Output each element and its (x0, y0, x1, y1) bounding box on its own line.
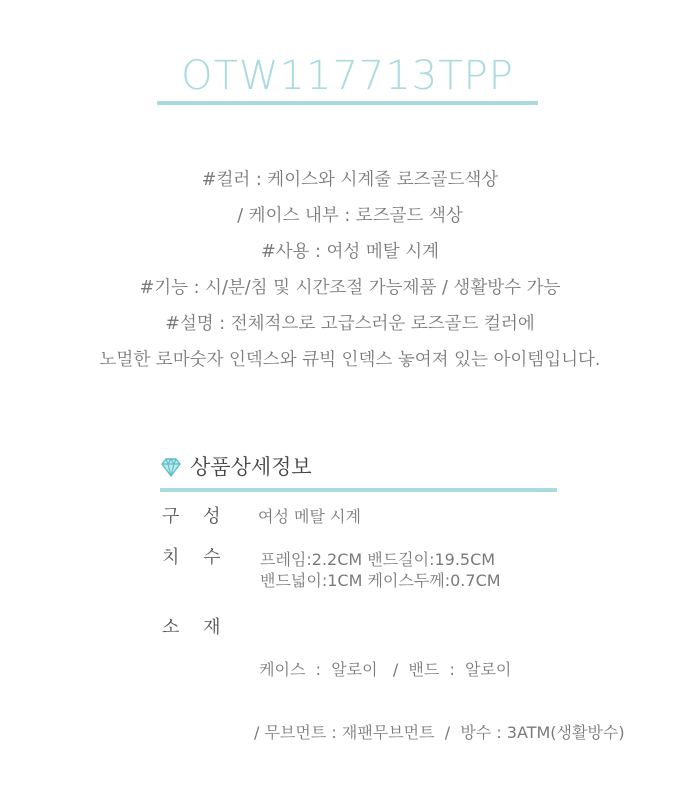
diamond-icon (160, 456, 182, 478)
spec-value-dimensions (260, 549, 501, 591)
product-code-title: OTW117713TPP (181, 53, 514, 99)
spec-row-dimensions (162, 547, 499, 589)
details-section-title: 상품상세정보 (190, 455, 312, 479)
title-underline (157, 101, 538, 105)
spec-value-line: 여성 메탈 시계 (258, 507, 361, 526)
spec-value-line: 케이스 : 알로이 / 밴드 : 알로이 (254, 660, 512, 679)
product-description (0, 166, 700, 382)
details-section-header (160, 452, 312, 482)
details-section-underline (160, 488, 557, 492)
spec-row-composition (162, 506, 361, 528)
description-case-inner-line: / 케이스 내부 : 로즈골드 색상 (237, 206, 463, 226)
description-function-line: #기능 : 시/분/침 및 시간조절 가능제품 / 생활방수 가능 (139, 278, 561, 298)
description-color-line: #컬러 : 케이스와 시계줄 로즈골드색상 (201, 170, 499, 190)
spec-value-material (254, 617, 625, 785)
spec-label-dimensions: 치 수 (162, 547, 230, 568)
spec-value-composition (258, 506, 361, 528)
spec-row-material (162, 617, 629, 785)
spec-value-line: 프레임:2.2CM 밴드길이:19.5CM (260, 550, 496, 569)
spec-label-material: 소 재 (162, 617, 230, 638)
description-explanation-line: #설명 : 전체적으로 고급스러운 로즈골드 컬러에 (165, 314, 535, 334)
spec-value-line: / 무브먼트 : 재팬무브먼트 / 방수 : 3ATM(생활방수) (254, 723, 625, 742)
description-explanation-line-2: 노멀한 로마숫자 인덱스와 큐빅 인덱스 놓여져 있는 아이템입니다. (99, 350, 601, 370)
spec-label-composition: 구 성 (162, 506, 230, 527)
spec-value-line: 밴드넓이:1CM 케이스두께:0.7CM (260, 571, 501, 590)
description-usage-line: #사용 : 여성 메탈 시계 (260, 242, 440, 262)
